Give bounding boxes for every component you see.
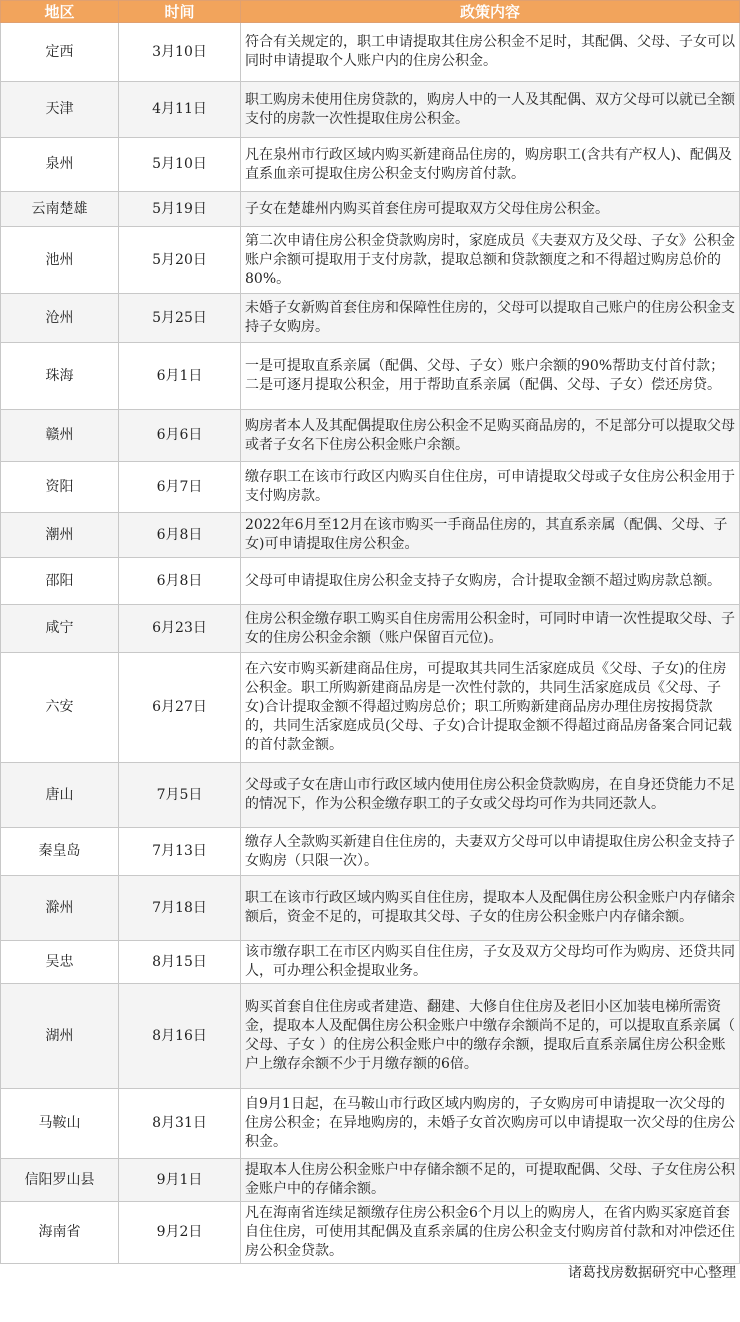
date-cell: 6月1日 (119, 343, 241, 410)
date-cell: 6月8日 (119, 513, 241, 558)
date-cell: 8月16日 (119, 984, 241, 1089)
policy-cell: 提取本人住房公积金账户中存储余额不足的，可提取配偶、父母、子女住房公积金账户中的存储余额。 (241, 1159, 740, 1202)
date-cell: 6月27日 (119, 653, 241, 763)
region-cell: 天津 (1, 82, 119, 138)
policy-cell: 第二次申请住房公积金贷款购房时，家庭成员《夫妻双方及父母、子女》公积金账户余额可提取用于支付房款，提取总额和贷款额度之和不得超过购房总价的80%。 (241, 227, 740, 294)
policy-cell: 子女在楚雄州内购买首套住房可提取双方父母住房公积金。 (241, 192, 740, 227)
date-cell: 4月11日 (119, 82, 241, 138)
header-policy: 政策内容 (241, 1, 740, 23)
date-cell: 7月18日 (119, 876, 241, 941)
date-cell: 6月23日 (119, 605, 241, 653)
date-cell: 9月1日 (119, 1159, 241, 1202)
policy-cell: 父母可申请提取住房公积金支持子女购房，合计提取金额不超过购房款总额。 (241, 558, 740, 605)
policy-cell: 职工购房未使用住房贷款的，购房人中的一人及其配偶、双方父母可以就已全额支付的房款一次性提取住房公积金。 (241, 82, 740, 138)
region-cell: 云南楚雄 (1, 192, 119, 227)
date-cell: 7月13日 (119, 828, 241, 876)
date-cell: 7月5日 (119, 763, 241, 828)
header-date: 时间 (119, 1, 241, 23)
policy-cell: 缴存职工在该市行政区内购买自住住房，可申请提取父母或子女住房公积金用于支付购房款。 (241, 462, 740, 513)
region-cell: 沧州 (1, 294, 119, 343)
policy-cell: 凡在海南省连续足额缴存住房公积金6个月以上的购房人，在省内购买家庭首套自住住房，可使用其配偶及直系亲属的住房公积金支付购房首付款和对冲偿还住房公积金贷款。 (241, 1202, 740, 1264)
region-cell: 滁州 (1, 876, 119, 941)
table-row (1, 138, 740, 192)
region-cell: 赣州 (1, 410, 119, 462)
policy-cell: 父母或子女在唐山市行政区域内使用住房公积金贷款购房，在自身还贷能力不足的情况下，作为公积金缴存职工的子女或父母均可作为共同还款人。 (241, 763, 740, 828)
date-cell: 6月8日 (119, 558, 241, 605)
table-row (1, 192, 740, 227)
table-row (1, 1089, 740, 1159)
table-row (1, 82, 740, 138)
table-row (1, 941, 740, 984)
table-row (1, 513, 740, 558)
table-header (1, 1, 740, 23)
date-cell: 3月10日 (119, 23, 241, 82)
region-cell: 唐山 (1, 763, 119, 828)
header-region: 地区 (1, 1, 119, 23)
table-row (1, 23, 740, 82)
region-cell: 池州 (1, 227, 119, 294)
table-row (1, 1202, 740, 1264)
region-cell: 海南省 (1, 1202, 119, 1264)
region-cell: 吴忠 (1, 941, 119, 984)
date-cell: 6月6日 (119, 410, 241, 462)
policy-cell: 缴存人全款购买新建自住住房的，夫妻双方父母可以申请提取住房公积金支持子女购房（只限一次）。 (241, 828, 740, 876)
policy-cell: 住房公积金缴存职工购买自住房需用公积金时，可同时申请一次性提取父母、子女的住房公积金余额（账户保留百元位)。 (241, 605, 740, 653)
policy-cell: 自9月1日起，在马鞍山市行政区域内购房的，子女购房可申请提取一次父母的住房公积金；在异地购房的，未婚子女首次购房可以申请提取一次父母的住房公积金。 (241, 1089, 740, 1159)
policy-cell: 该市缴存职工在市区内购买自住住房，子女及双方父母均可作为购房、还贷共同人，可办理公积金提取业务。 (241, 941, 740, 984)
region-cell: 泉州 (1, 138, 119, 192)
table-row (1, 984, 740, 1089)
region-cell: 马鞍山 (1, 1089, 119, 1159)
table-row (1, 1159, 740, 1202)
date-cell: 5月10日 (119, 138, 241, 192)
policy-cell: 符合有关规定的，职工申请提取其住房公积金不足时，其配偶、父母、子女可以同时申请提取个人账户内的住房公积金。 (241, 23, 740, 82)
policy-cell: 在六安市购买新建商品住房，可提取其共同生活家庭成员《父母、子女)的住房公积金。职工所购新建商品房是一次性付款的，共同生活家庭成员《父母、子女)合计提取金额不得超过购房总价；职工所购新建商品房办理住房按揭贷款的，共同生活家庭成员(父母、子女)合计提取金额不得超过商品房备案合同记载的首付款金额。 (241, 653, 740, 763)
policy-cell: 购买首套自住住房或者建造、翻建、大修自住住房及老旧小区加装电梯所需资金，提取本人及配偶住房公积金账户中缴存余额尚不足的，可以提取直系亲属（ 父母、子女 ）的住房公积金账户中的缴存余额，提取后直系亲属住房公积金账户上缴存余额不少于月缴存额的6倍。 (241, 984, 740, 1089)
table-row (1, 343, 740, 410)
date-cell: 9月2日 (119, 1202, 241, 1264)
region-cell: 咸宁 (1, 605, 119, 653)
header-row (1, 1, 740, 23)
date-cell: 8月31日 (119, 1089, 241, 1159)
policy-cell: 2022年6月至12月在该市购买一手商品住房的，其直系亲属（配偶、父母、子女)可申请提取住房公积金。 (241, 513, 740, 558)
table-body (1, 23, 740, 1264)
source-note: 诸葛找房数据研究中心整理 (568, 1265, 736, 1281)
table-row (1, 294, 740, 343)
region-cell: 信阳罗山县 (1, 1159, 119, 1202)
region-cell: 定西 (1, 23, 119, 82)
region-cell: 六安 (1, 653, 119, 763)
table-row (1, 653, 740, 763)
policy-cell: 凡在泉州市行政区域内购买新建商品住房的，购房职工(含共有产权人)、配偶及直系血亲可提取住房公积金支付购房首付款。 (241, 138, 740, 192)
region-cell: 资阳 (1, 462, 119, 513)
table-row (1, 605, 740, 653)
table-row (1, 410, 740, 462)
table-row (1, 828, 740, 876)
table-row (1, 227, 740, 294)
table-row (1, 876, 740, 941)
date-cell: 8月15日 (119, 941, 241, 984)
date-cell: 6月7日 (119, 462, 241, 513)
policy-cell: 一是可提取直系亲属（配偶、父母、子女）账户余额的90%帮助支付首付款；二是可逐月提取公积金，用于帮助直系亲属（配偶、父母、子女）偿还房贷。 (241, 343, 740, 410)
table-row (1, 462, 740, 513)
table-row (1, 558, 740, 605)
region-cell: 邵阳 (1, 558, 119, 605)
date-cell: 5月19日 (119, 192, 241, 227)
date-cell: 5月20日 (119, 227, 241, 294)
region-cell: 珠海 (1, 343, 119, 410)
region-cell: 秦皇岛 (1, 828, 119, 876)
policy-cell: 购房者本人及其配偶提取住房公积金不足购买商品房的，不足部分可以提取父母或者子女名下住房公积金账户余额。 (241, 410, 740, 462)
region-cell: 湖州 (1, 984, 119, 1089)
policy-cell: 未婚子女新购首套住房和保障性住房的，父母可以提取自己账户的住房公积金支持子女购房。 (241, 294, 740, 343)
date-cell: 5月25日 (119, 294, 241, 343)
region-cell: 潮州 (1, 513, 119, 558)
table-row (1, 763, 740, 828)
policy-cell: 职工在该市行政区域内购买自住住房，提取本人及配偶住房公积金账户内存储余额后，资金不足的，可提取其父母、子女的住房公积金账户内存储余额。 (241, 876, 740, 941)
